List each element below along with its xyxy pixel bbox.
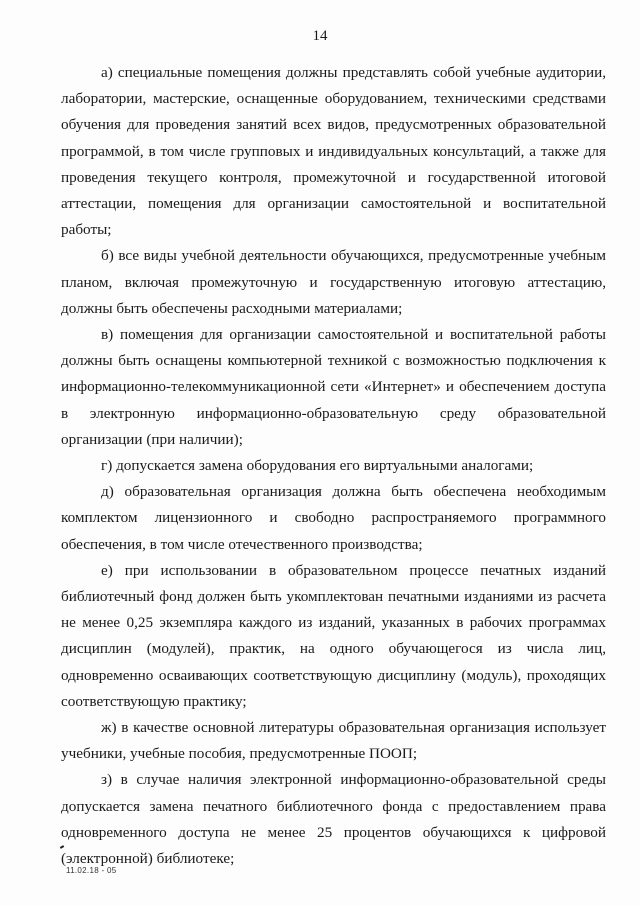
page-number: 14 [312, 28, 328, 44]
paragraph-a: а) специальные помещения должны представлять собой учебные аудитории, лаборатории, мастерские, оснащенные оборудованием, техническими средствами обучения для проведения занятий всех видов, предусмотренных образовательной программой, в том числе групповых и индивидуальных консультаций, а также для проведения текущего контроля, промежуточной и государственной итоговой аттестации, помещения для организации самостоятельной и воспитательной работы; [61, 64, 606, 239]
paragraph-g: г) допускается замена оборудования его виртуальными аналогами; [101, 457, 534, 475]
paragraph-d: д) образовательная организация должна быть обеспечена необходимым комплектом лицензионного и свободно распространяемого программного обеспечения, в том числе отечественного производства; [61, 483, 606, 553]
paragraph-z: з) в случае наличия электронной информационно-образовательной среды допускается замена печатного библиотечного фонда с предоставлением права одновременного доступа не менее 25 процентов обучающихся к цифровой (электронной) библиотеке; [61, 771, 606, 868]
paragraph-v: в) помещения для организации самостоятельной и воспитательной работы должны быть оснащены компьютерной техникой с возможностью подключения к информационно-телекоммуникационной сети «Интернет» и обеспечением доступа в электронную информационно-образовательную среду образовательной организации (при наличии); [61, 326, 606, 448]
paragraph-zh: ж) в качестве основной литературы образовательная организация использует учебники, учебные пособия, предусмотренные ПООП; [61, 719, 606, 763]
page-body [61, 60, 606, 872]
footer-code: 11.02.18 - 05 [66, 866, 117, 875]
paragraph-b: б) все виды учебной деятельности обучающихся, предусмотренные учебным планом, включая промежуточную и государственную итоговую аттестацию, должны быть обеспечены расходными материалами; [61, 247, 606, 317]
paragraph-e: е) при использовании в образовательном процессе печатных изданий библиотечный фонд должен быть укомплектован печатными изданиями из расчета не менее 0,25 экземпляра каждого из изданий, указанных в рабочих программах дисциплин (модулей), практик, на одного обучающегося из числа лиц, одновременно осваивающих соответствующую дисциплину (модуль), проходящих соответствующую практику; [61, 561, 606, 710]
